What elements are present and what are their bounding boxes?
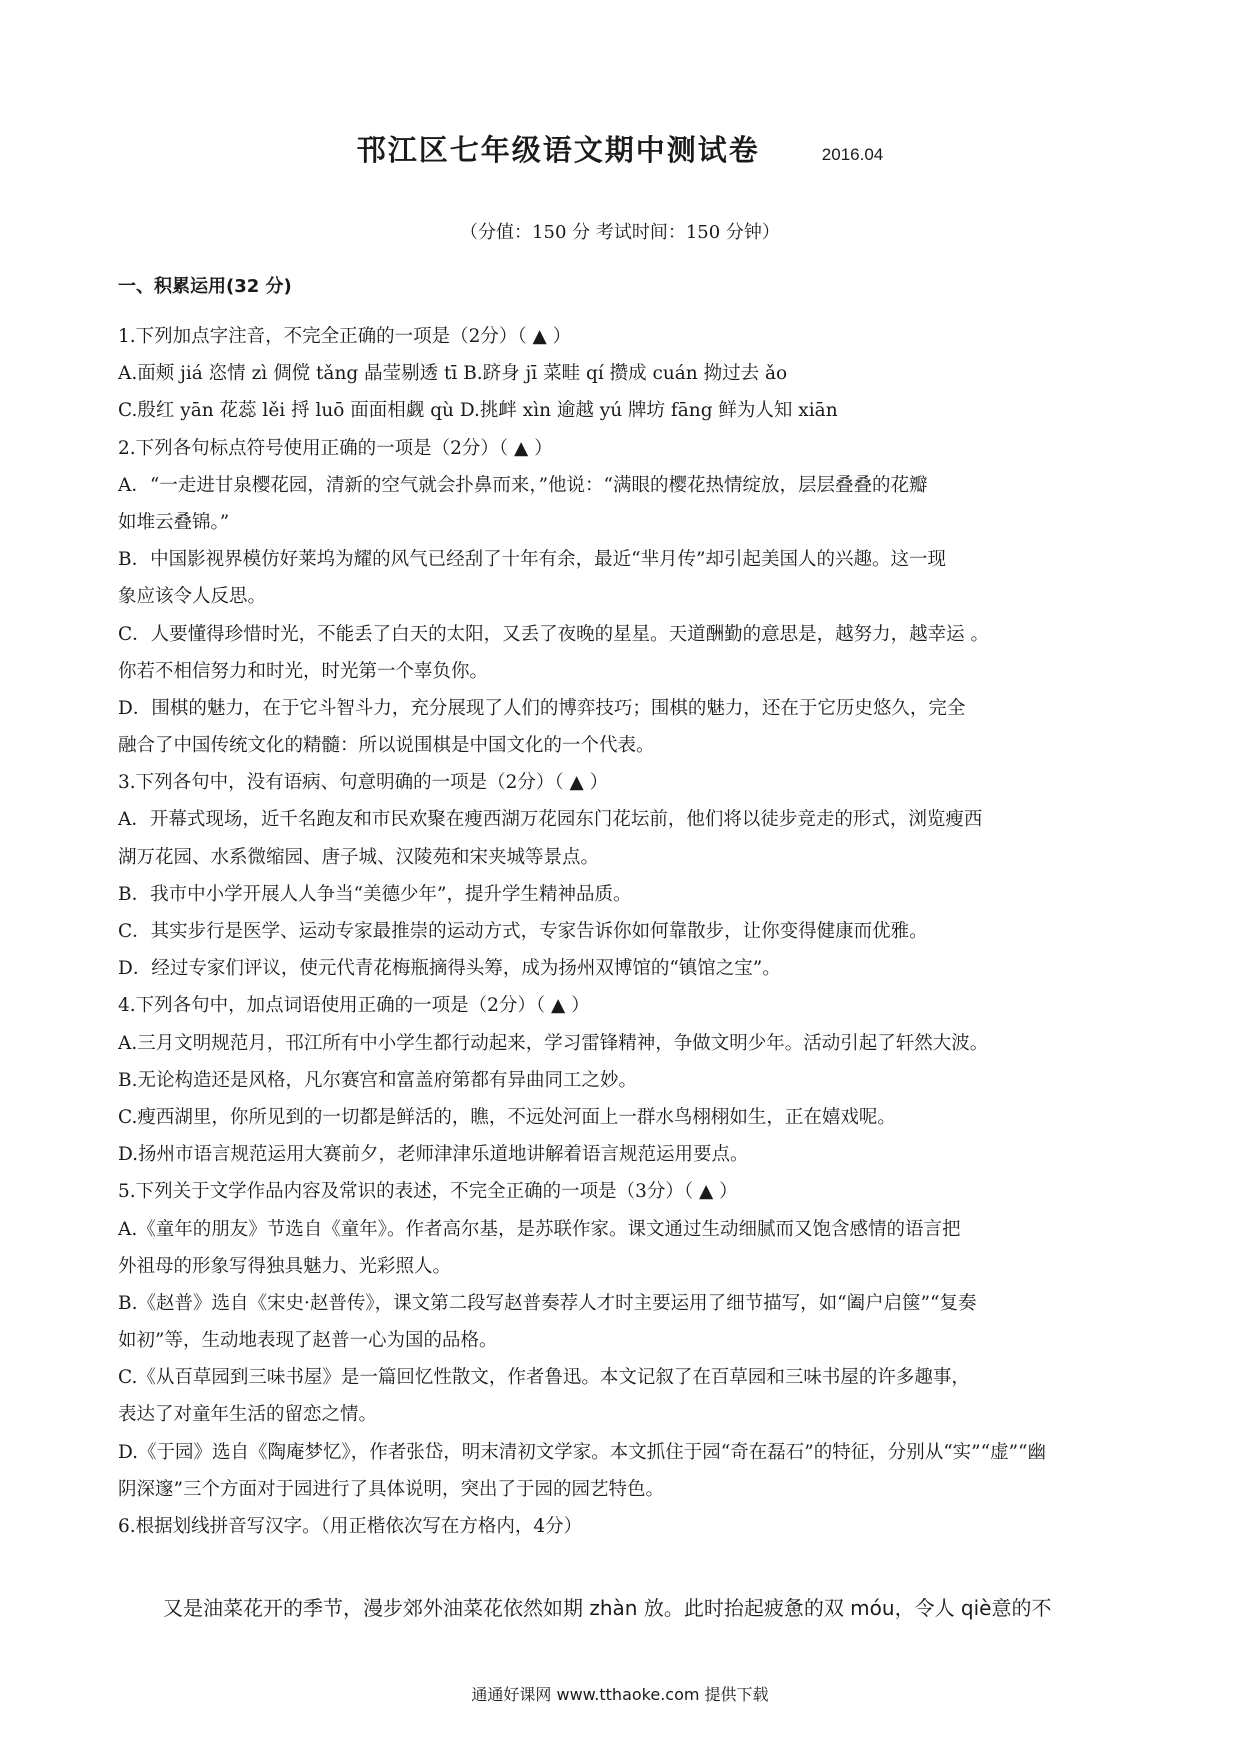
exam-info: （分值：150 分 考试时间：150 分钟）	[460, 222, 780, 243]
text-line: B．中国影视界模仿好莱坞为耀的风气已经刮了十年有余，最近“芈月传”却引起美国人的兴趣。这一现	[118, 549, 947, 571]
text-line: B.无论构造还是风格，凡尔赛宫和富盖府第都有异曲同工之妙。	[118, 1069, 637, 1091]
text-line: 如堆云叠锦。”	[118, 511, 230, 533]
title-row	[0, 128, 1240, 169]
text-line: C．其实步行是医学、运动专家最推崇的运动方式，专家告诉你如何靠散步，让你变得健康而优雅。	[118, 921, 928, 942]
text-line: 湖万花园、水系微缩园、唐子城、汉陵苑和宋夹城等景点。	[118, 846, 600, 868]
question-body	[118, 318, 1128, 1545]
text-line: 6.根据划线拼音写汉字。（用正楷依次写在方格内，4分）	[118, 1516, 583, 1537]
page-footer: 通通好课网 www.tthaoke.com 提供下载	[471, 1685, 769, 1704]
text-line: A.《童年的朋友》节选自《童年》。作者高尔基，是苏联作家。课文通过生动细腻而又饱含感情的语言把	[118, 1218, 961, 1240]
text-line: 你若不相信努力和时光，时光第一个辜负你。	[118, 660, 489, 682]
text-line: A.三月文明规范月，邗江所有中小学生都行动起来，学习雷锋精神，争做文明少年。活动引起了轩然大波。	[118, 1032, 989, 1054]
text-line: 融合了中国传统文化的精髓：所以说围棋是中国文化的一个代表。	[118, 735, 655, 757]
text-line: C.殷红 yān 花蕊 lěi 捋 luō 面面相觑 qù D.挑衅 xìn 逾越 yú 牌坊 fāng 鲜为人知 xiān	[118, 400, 838, 422]
exam-date: 2016.04	[821, 145, 884, 164]
text-line: A.面颊 jiá 恣情 zì 倜傥 tǎng 晶莹剔透 tī B.跻身 jī 菜畦 qí 攒成 cuán 拗过去 ǎo	[118, 363, 788, 385]
text-line: D.扬州市语言规范运用大赛前夕，老师津津乐道地讲解着语言规范运用要点。	[118, 1144, 749, 1166]
section-heading: 一、积累运用(32 分)	[118, 276, 292, 297]
text-line: 外祖母的形象写得独具魅力、光彩照人。	[118, 1255, 452, 1277]
text-line: 4.下列各句中，加点词语使用正确的一项是（2分）（ ▲ ）	[118, 995, 590, 1017]
text-line: 表达了对童年生活的留恋之情。	[118, 1404, 378, 1426]
pinyin-passage: 又是油菜花开的季节，漫步郊外油菜花依然如期 zhàn 放。此时抬起疲惫的双 móu，令人 qiè意的不	[163, 1596, 1052, 1620]
text-line: D.《于园》选自《陶庵梦忆》，作者张岱，明末清初文学家。本文抓住于园“奇在磊石”的特征，分别从“实”“虚”“幽	[118, 1441, 1047, 1463]
text-line: 象应该令人反思。	[118, 586, 267, 608]
text-line: A．“一走进甘泉樱花园，清新的空气就会扑鼻而来，”他说：“满眼的樱花热情绽放，层层叠叠的花瓣	[118, 474, 928, 496]
text-line: D．经过专家们评议，使元代青花梅瓶摘得头筹，成为扬州双博馆的“镇馆之宝”。	[118, 958, 781, 980]
text-line: 5.下列关于文学作品内容及常识的表述，不完全正确的一项是（3分）（ ▲ ）	[118, 1181, 738, 1203]
text-line: C.《从百草园到三味书屋》是一篇回忆性散文，作者鲁迅。本文记叙了在百草园和三味书屋的许多趣事，	[118, 1367, 970, 1389]
text-line: 2.下列各句标点符号使用正确的一项是（2分）（ ▲ ）	[118, 437, 553, 459]
text-line: C．人要懂得珍惜时光，不能丢了白天的太阳，又丢了夜晚的星星。天道酬勤的意思是，越努力，越幸运 。	[118, 623, 990, 645]
text-line: B.《赵普》选自《宋史·赵普传》，课文第二段写赵普奏荐人才时主要运用了细节描写，如“阖户启箧”“复奏	[118, 1292, 977, 1314]
text-line: 3.下列各句中，没有语病、句意明确的一项是（2分）（ ▲ ）	[118, 772, 609, 794]
text-line: 如初”等，生动地表现了赵普一心为国的品格。	[118, 1330, 498, 1352]
text-line: C.瘦西湖里，你所见到的一切都是鲜活的，瞧，不远处河面上一群水鸟栩栩如生，正在嬉戏呢。	[118, 1106, 896, 1128]
text-line: 阴深邃”三个方面对于园进行了具体说明，突出了于园的园艺特色。	[118, 1478, 664, 1500]
text-line: D．围棋的魅力，在于它斗智斗力，充分展现了人们的博弈技巧；围棋的魅力，还在于它历史悠久，完全	[118, 697, 966, 719]
page-title: 邗江区七年级语文期中测试卷	[356, 133, 760, 167]
text-line: B．我市中小学开展人人争当“美德少年”，提升学生精神品质。	[118, 883, 632, 905]
text-line: 1.下列加点字注音，不完全正确的一项是（2分）（ ▲ ）	[118, 326, 572, 347]
text-line: A．开幕式现场，近千名跑友和市民欢聚在瘦西湖万花园东门花坛前，他们将以徒步竞走的形式，浏览瘦西	[118, 809, 983, 831]
